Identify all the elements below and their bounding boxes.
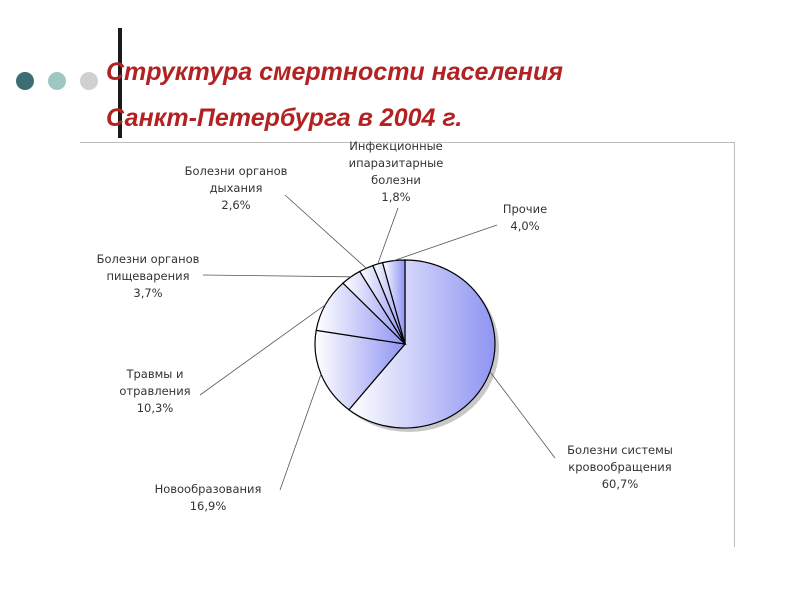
slice-name-line: Болезни системы bbox=[567, 443, 673, 457]
slice-label bbox=[349, 139, 444, 204]
slice-name-line: Новообразования bbox=[154, 482, 262, 496]
leader-line bbox=[394, 225, 497, 261]
slice-value-label: 4,0% bbox=[510, 219, 540, 233]
slice-label bbox=[185, 164, 288, 212]
leader-line bbox=[203, 275, 351, 277]
leader-line bbox=[490, 372, 555, 458]
slice-label bbox=[503, 202, 547, 233]
slide-title-line-1: Структура смертности населения bbox=[106, 58, 563, 86]
leader-line bbox=[378, 208, 398, 264]
leader-line bbox=[200, 305, 325, 395]
slice-name-line: ипаразитарные bbox=[348, 156, 444, 170]
leader-line bbox=[285, 195, 366, 268]
slice-value-label: 1,8% bbox=[381, 190, 411, 204]
slice-value-label: 16,9% bbox=[189, 499, 227, 513]
slice-name-line: отравления bbox=[119, 384, 191, 398]
slice-label bbox=[155, 482, 262, 513]
slice-name-line: кровообращения bbox=[568, 460, 672, 474]
slice-name-line: Инфекционные bbox=[349, 139, 443, 153]
slice-value-label: 2,6% bbox=[221, 198, 251, 212]
slice-value-label: 10,3% bbox=[136, 401, 174, 415]
slice-name-line: Болезни органов bbox=[96, 252, 200, 266]
slice-name-line: Травмы и bbox=[126, 367, 184, 381]
leader-line bbox=[280, 374, 321, 490]
slice-label bbox=[119, 367, 190, 415]
slice-label bbox=[567, 443, 673, 491]
slice-name-line: дыхания bbox=[209, 181, 263, 195]
slice-label bbox=[97, 252, 200, 300]
slide-title-line-2: Санкт-Петербурга в 2004 г. bbox=[106, 104, 463, 132]
slice-value-label: 3,7% bbox=[133, 286, 163, 300]
slice-name-line: болезни bbox=[371, 173, 421, 187]
slice-name-line: Болезни органов bbox=[184, 164, 288, 178]
slice-name-line: Прочие bbox=[502, 202, 548, 216]
slice-name-line: пищеварения bbox=[106, 269, 190, 283]
slice-value-label: 60,7% bbox=[601, 477, 639, 491]
